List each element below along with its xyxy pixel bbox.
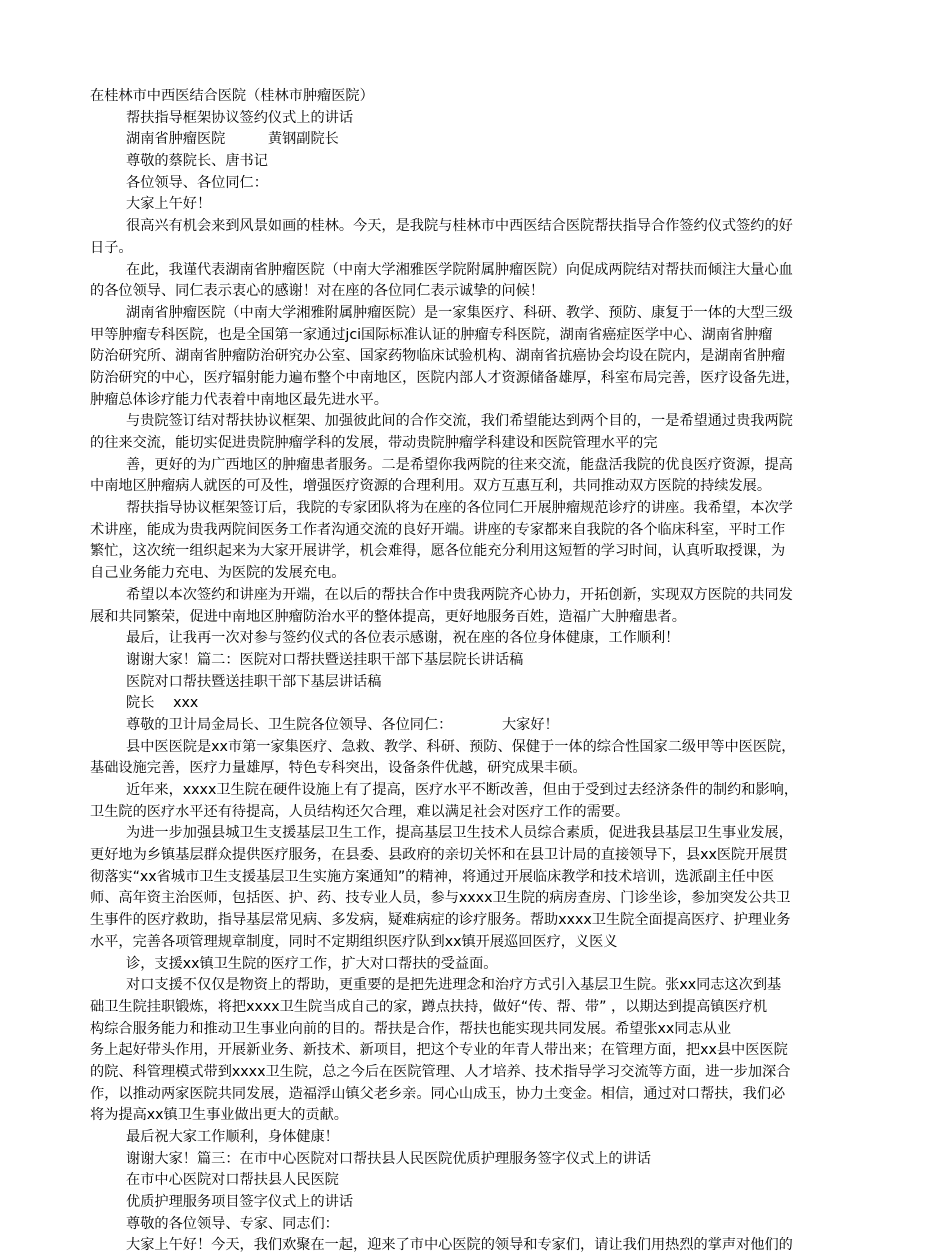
text-line: 尊敬的蔡院长、唐书记 [126, 153, 268, 170]
text-line: 优质护理服务项目签字仪式上的讲话 [126, 1194, 354, 1211]
text-line: 中南地区肿瘤病人就医的可及性，增强医疗资源的合理利用。双方互惠互利，共同推动双方医院的持续发展。 [90, 478, 772, 495]
text-line: 日子。 [90, 239, 133, 256]
text-line: 生事件的医疗救助，指导基层常见病、多发病，疑难病症的诊疗服务。帮助xxxx卫生院全面提高医疗、护理业务 [90, 912, 791, 929]
text-line: 与贵院签订结对帮扶协议框架、加强彼此间的合作交流，我们希望能达到两个目的，一是希望通过贵我两院 [126, 413, 793, 430]
text-line: 防治研究所、湖南省肿瘤防治研究办公室、国家药物临床试验机构、湖南省抗癌协会均设在院内，是湖南省肿瘤 [90, 348, 786, 365]
text-line: 更好地为乡镇基层群众提供医疗服务，在县委、县政府的亲切关怀和在县卫计局的直接领导下，县xx医院开展贯 [90, 847, 788, 864]
text-line: 尊敬的卫计局金局长、卫生院各位领导、各位同仁： 大家好！ [126, 716, 559, 733]
text-line: 最后祝大家工作顺利，身体健康！ [126, 1129, 339, 1145]
text-line: 对口支援不仅仅是物资上的帮助，更重要的是把先进理念和治疗方式引入基层卫生院。张xx同志这次到基 [126, 977, 782, 994]
text-line: 的各位领导、同仁表示衷心的感谢！对在座的各位同仁表示诚挚的问候！ [90, 283, 545, 300]
text-line: 的院、科管理模式带到xxxx卫生院，总之今后在医院管理、人才培养、技术指导学习交流等方面，进一步加深合 [90, 1063, 791, 1080]
text-line: 湖南省肿瘤医院（中南大学湘雅附属肿瘤医院）是一家集医疗、科研、教学、预防、康复于一体的大型三级 [126, 304, 793, 321]
text-line: 大家上午好！ [126, 196, 212, 213]
text-line: 的往来交流，能切实促进贵院肿瘤学科的发展，带动贵院肿瘤学科建设和医院管理水平的完 [90, 435, 658, 451]
text-line: 师、高年资主治医师，包括医、护、药、技专业人员，参与xxxx卫生院的病房查房、门诊坐诊，参加突发公共卫 [90, 890, 791, 907]
text-line: 医院对口帮扶暨送挂职干部下基层讲话稿 [126, 673, 382, 690]
text-line: 尊敬的各位领导、专家、同志们： [126, 1215, 339, 1232]
text-line: 为进一步加强县城卫生支援基层卫生工作，提高基层卫生技术人员综合素质，促进我县基层卫生事业发展， [126, 825, 793, 842]
text-line: 基础设施完善，医疗力量雄厚，特色专科突出，设备条件优越，研究成果丰硕。 [90, 760, 587, 777]
text-line: 帮扶指导框架协议签约仪式上的讲话 [126, 109, 354, 126]
text-line: 自己业务能力充电、为医院的发展充电。 [90, 565, 346, 582]
text-line: 肿瘤总体诊疗能力代表着中南地区最先进水平。 [90, 391, 388, 408]
text-line: 在桂林市中西医结合医院（桂林市肿瘤医院） [90, 88, 374, 104]
text-line: 院长 xxx [126, 695, 199, 712]
text-line: 作，以推动两家医院共同发展，造福浮山镇父老乡亲。同心山成玉，协力土变金。相信，通过对口帮扶，我们必 [90, 1085, 786, 1102]
text-line: 谢谢大家！篇三：在市中心医院对口帮扶县人民医院优质护理服务签字仪式上的讲话 [126, 1150, 651, 1167]
text-line: 繁忙，这次统一组织起来为大家开展讲学，机会难得，愿各位能充分利用这短暂的学习时间，认真听取授课，为 [90, 543, 786, 560]
text-line: 在此，我谨代表湖南省肿瘤医院（中南大学湘雅医学院附属肿瘤医院）向促成两院结对帮扶而倾注大量心血 [126, 261, 793, 278]
text-line: 务上起好带头作用，开展新业务、新技术、新项目，把这个专业的年青人带出来；在管理方面，把xx县中医医院 [90, 1042, 788, 1059]
text-line: 各位领导、各位同仁： [126, 174, 268, 191]
text-line: 术讲座，能成为贵我两院间医务工作者沟通交流的良好开端。讲座的专家都来自我院的各个临床科室，平时工作 [90, 521, 786, 538]
text-line: 县中医医院是xx市第一家集医疗、急救、教学、科研、预防、保健于一体的综合性国家二级甲等中医医院， [126, 738, 796, 755]
text-line: 谢谢大家！篇二：医院对口帮扶暨送挂职干部下基层院长讲话稿 [126, 651, 524, 668]
text-line: 很高兴有机会来到风景如画的桂林。今天，是我院与桂林市中西医结合医院帮扶指导合作签约仪式签约的好 [126, 218, 793, 235]
text-line: 构综合服务能力和推动卫生事业向前的目的。帮扶是合作，帮扶也能实现共同发展。希望张xx同志从业 [90, 1020, 732, 1037]
text-line: 善，更好的为广西地区的肿瘤患者服务。二是希望你我两院的往来交流，能盘活我院的优良医疗资源，提高 [126, 456, 793, 473]
text-line: 础卫生院挂职锻炼，将把xxxx卫生院当成自己的家，蹲点扶持，做好“传、帮、带” ，以期达到提高镇医疗机 [90, 998, 768, 1015]
text-line: 甲等肿瘤专科医院，也是全国第一家通过jci国际标准认证的肿瘤专科医院，湖南省癌症医学中心、湖南省肿瘤 [90, 326, 773, 343]
text-line: 在市中心医院对口帮扶县人民医院 [126, 1172, 339, 1189]
text-line: 将为提高xx镇卫生事业做出更大的贡献。 [90, 1107, 348, 1124]
text-line: 展和共同繁荣，促进中南地区肿瘤防治水平的整体提高，更好地服务百姓，造福广大肿瘤患者。 [90, 608, 686, 625]
text-line: 大家上午好！今天，我们欢聚在一起，迎来了市中心医院的领导和专家们，请让我们用热烈的掌声对他们的 [126, 1237, 793, 1254]
text-line: 卫生院的医疗水平还有待提高，人员结构还欠合理，难以满足社会对医疗工作的需要。 [90, 803, 630, 820]
text-line: 诊，支援xx镇卫生院的医疗工作，扩大对口帮扶的受益面。 [126, 955, 498, 972]
text-line: 彻落实“xx省城市卫生支援基层卫生实施方案通知”的精神，将通过开展临床教学和技术培训，选派副主任中医 [90, 868, 775, 885]
text-line: 近年来，xxxx卫生院在硬件设施上有了提高，医疗水平不断改善，但由于受到过去经济条件的制约和影响， [126, 782, 799, 798]
text-line: 水平，完善各项管理规章制度，同时不定期组织医疗队到xx镇开展巡回医疗，义医义 [90, 933, 618, 950]
text-line: 希望以本次签约和讲座为开端，在以后的帮扶合作中贵我两院齐心协力，开拓创新，实现双方医院的共同发 [126, 586, 793, 603]
text-line: 湖南省肿瘤医院 黄钢副院长 [126, 131, 339, 148]
text-line: 帮扶指导协议框架签订后，我院的专家团队将为在座的各位同仁开展肿瘤规范诊疗的讲座。我希望，本次学 [126, 500, 793, 517]
text-line: 防治研究的中心，医疗辐射能力遍布整个中南地区，医院内部人才资源储备雄厚，科室布局完善，医疗设备先进， [90, 369, 800, 386]
text-line: 最后，让我再一次对参与签约仪式的各位表示感谢，祝在座的各位身体健康，工作顺利！ [126, 630, 680, 647]
document-body [90, 86, 862, 1257]
